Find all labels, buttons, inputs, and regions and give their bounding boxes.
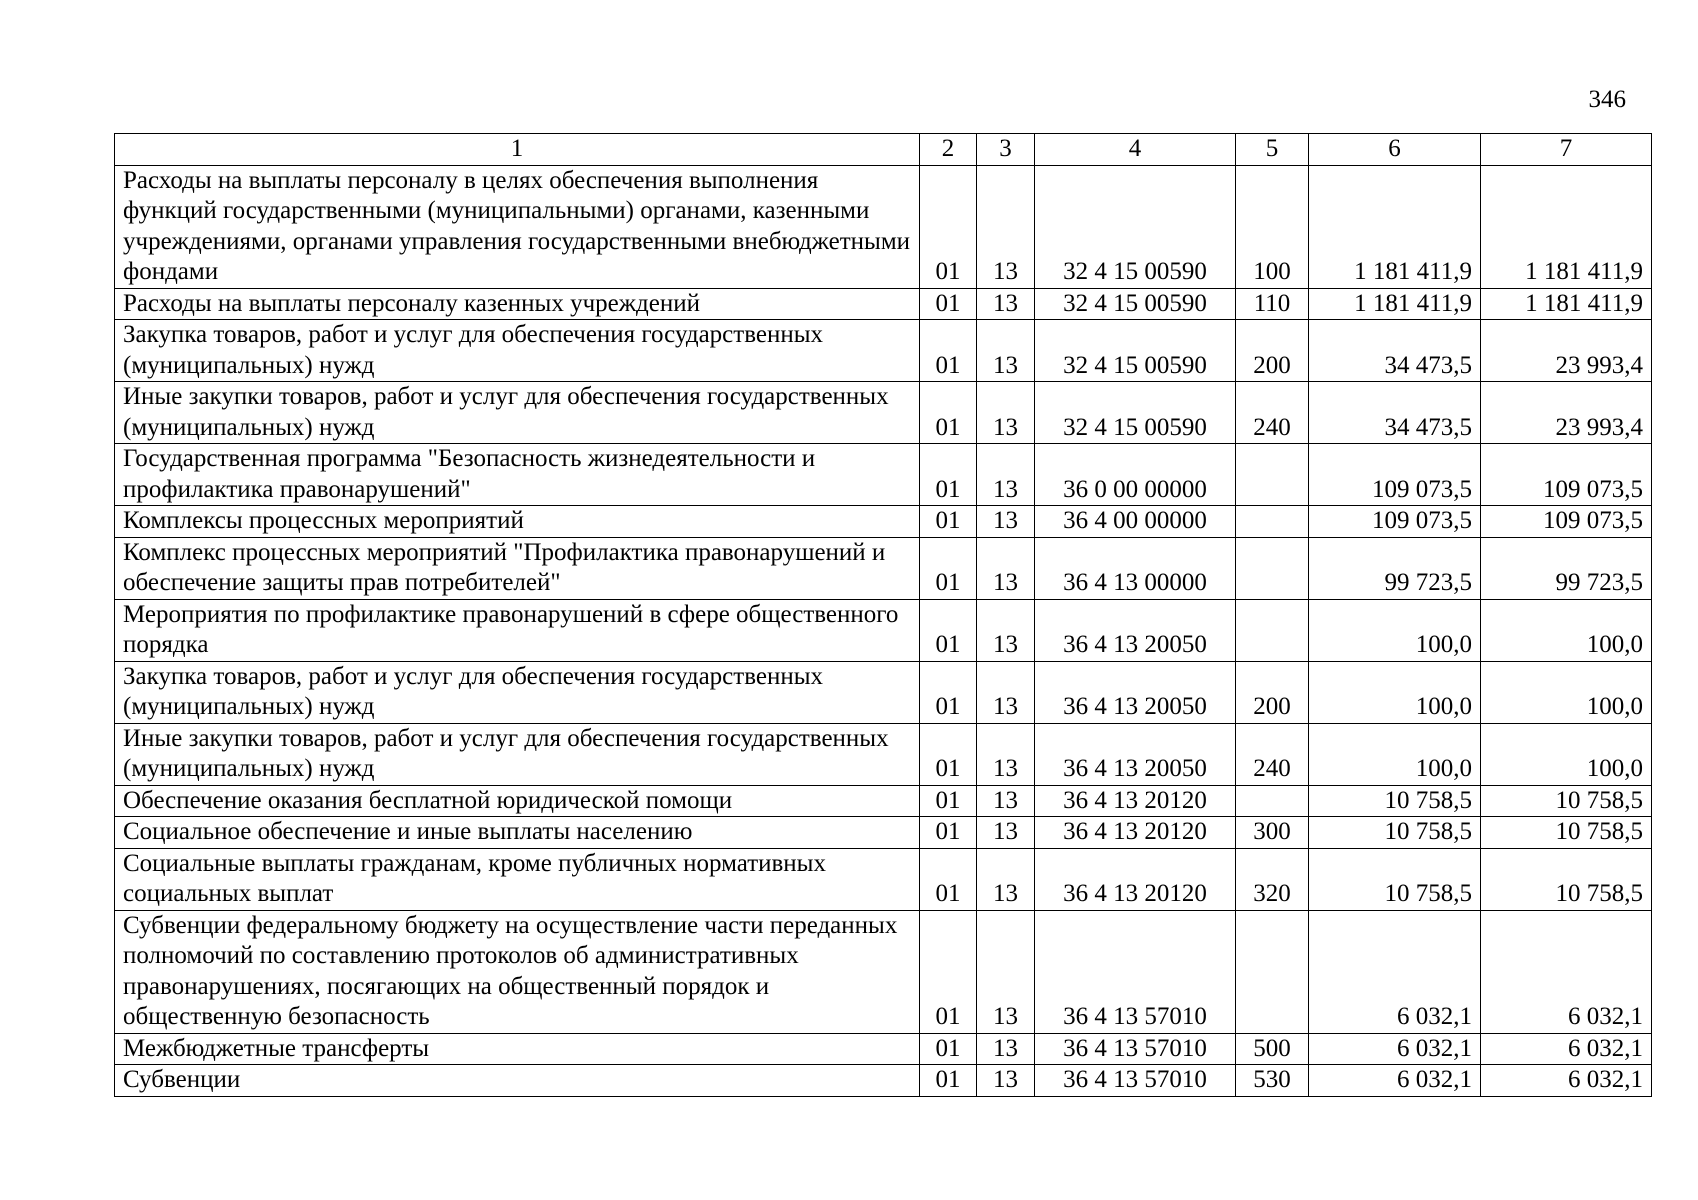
amount-col7-cell: 99 723,5 [1481, 537, 1652, 599]
table-row [115, 817, 1652, 849]
budget-table [114, 133, 1652, 1097]
amount-col6-cell: 10 758,5 [1309, 785, 1481, 817]
amount-col7-cell: 100,0 [1481, 661, 1652, 723]
expense-type-cell: 200 [1236, 320, 1309, 382]
amount-col6-cell: 10 758,5 [1309, 817, 1481, 849]
expense-name-cell: Социальные выплаты гражданам, кроме публичных нормативных социальных выплат [115, 848, 920, 910]
header-cell: 6 [1309, 134, 1481, 166]
subsection-code-cell: 13 [977, 599, 1035, 661]
subsection-code-cell: 13 [977, 817, 1035, 849]
expense-type-cell: 320 [1236, 848, 1309, 910]
expense-type-cell [1236, 599, 1309, 661]
expense-type-cell [1236, 506, 1309, 538]
expense-type-cell [1236, 537, 1309, 599]
target-article-cell: 36 4 00 00000 [1035, 506, 1236, 538]
section-code-cell: 01 [920, 661, 977, 723]
amount-col7-cell: 23 993,4 [1481, 382, 1652, 444]
amount-col7-cell: 100,0 [1481, 723, 1652, 785]
expense-name-cell: Расходы на выплаты персоналу в целях обеспечения выполнения функций государственными (муниципальными) органами, казенными учреждениями, органами управления государственными внебюджетными фондами [115, 165, 920, 288]
header-cell: 4 [1035, 134, 1236, 166]
amount-col6-cell: 100,0 [1309, 599, 1481, 661]
expense-type-cell: 530 [1236, 1065, 1309, 1097]
amount-col6-cell: 34 473,5 [1309, 382, 1481, 444]
expense-type-cell: 240 [1236, 723, 1309, 785]
expense-name-cell: Государственная программа "Безопасность жизнедеятельности и профилактика правонарушений" [115, 444, 920, 506]
amount-col6-cell: 10 758,5 [1309, 848, 1481, 910]
subsection-code-cell: 13 [977, 165, 1035, 288]
subsection-code-cell: 13 [977, 288, 1035, 320]
target-article-cell: 36 4 13 20120 [1035, 848, 1236, 910]
section-code-cell: 01 [920, 444, 977, 506]
amount-col7-cell: 10 758,5 [1481, 848, 1652, 910]
section-code-cell: 01 [920, 910, 977, 1033]
target-article-cell: 36 4 13 57010 [1035, 910, 1236, 1033]
table-row [115, 848, 1652, 910]
table-row [115, 382, 1652, 444]
target-article-cell: 32 4 15 00590 [1035, 320, 1236, 382]
target-article-cell: 36 4 13 57010 [1035, 1033, 1236, 1065]
subsection-code-cell: 13 [977, 661, 1035, 723]
target-article-cell: 36 4 13 20120 [1035, 817, 1236, 849]
amount-col6-cell: 99 723,5 [1309, 537, 1481, 599]
target-article-cell: 32 4 15 00590 [1035, 382, 1236, 444]
expense-type-cell [1236, 910, 1309, 1033]
table-row [115, 320, 1652, 382]
amount-col6-cell: 100,0 [1309, 723, 1481, 785]
subsection-code-cell: 13 [977, 910, 1035, 1033]
table-row [115, 165, 1652, 288]
expense-type-cell [1236, 785, 1309, 817]
expense-name-cell: Расходы на выплаты персоналу казенных учреждений [115, 288, 920, 320]
section-code-cell: 01 [920, 506, 977, 538]
expense-name-cell: Закупка товаров, работ и услуг для обеспечения государственных (муниципальных) нужд [115, 661, 920, 723]
expense-type-cell: 240 [1236, 382, 1309, 444]
table-row [115, 506, 1652, 538]
table-header-row [115, 134, 1652, 166]
target-article-cell: 36 4 13 57010 [1035, 1065, 1236, 1097]
expense-name-cell: Межбюджетные трансферты [115, 1033, 920, 1065]
amount-col6-cell: 1 181 411,9 [1309, 165, 1481, 288]
table-row [115, 288, 1652, 320]
table-row [115, 444, 1652, 506]
amount-col6-cell: 6 032,1 [1309, 1033, 1481, 1065]
subsection-code-cell: 13 [977, 320, 1035, 382]
amount-col7-cell: 1 181 411,9 [1481, 288, 1652, 320]
section-code-cell: 01 [920, 382, 977, 444]
table-row [115, 785, 1652, 817]
amount-col7-cell: 10 758,5 [1481, 817, 1652, 849]
section-code-cell: 01 [920, 1065, 977, 1097]
subsection-code-cell: 13 [977, 1065, 1035, 1097]
target-article-cell: 32 4 15 00590 [1035, 288, 1236, 320]
expense-name-cell: Субвенции федеральному бюджету на осуществление части переданных полномочий по составлению протоколов об административных правонарушениях, посягающих на общественный порядок и общественную безопасность [115, 910, 920, 1033]
section-code-cell: 01 [920, 785, 977, 817]
amount-col7-cell: 10 758,5 [1481, 785, 1652, 817]
section-code-cell: 01 [920, 320, 977, 382]
table-row [115, 1033, 1652, 1065]
expense-type-cell: 200 [1236, 661, 1309, 723]
amount-col6-cell: 109 073,5 [1309, 506, 1481, 538]
expense-type-cell: 300 [1236, 817, 1309, 849]
expense-name-cell: Закупка товаров, работ и услуг для обеспечения государственных (муниципальных) нужд [115, 320, 920, 382]
expense-name-cell: Комплекс процессных мероприятий "Профилактика правонарушений и обеспечение защиты прав потребителей" [115, 537, 920, 599]
amount-col7-cell: 109 073,5 [1481, 506, 1652, 538]
header-cell: 3 [977, 134, 1035, 166]
header-cell: 1 [115, 134, 920, 166]
amount-col6-cell: 1 181 411,9 [1309, 288, 1481, 320]
section-code-cell: 01 [920, 1033, 977, 1065]
section-code-cell: 01 [920, 537, 977, 599]
table-row [115, 1065, 1652, 1097]
subsection-code-cell: 13 [977, 723, 1035, 785]
amount-col6-cell: 34 473,5 [1309, 320, 1481, 382]
target-article-cell: 36 4 13 20120 [1035, 785, 1236, 817]
amount-col6-cell: 6 032,1 [1309, 1065, 1481, 1097]
amount-col7-cell: 100,0 [1481, 599, 1652, 661]
subsection-code-cell: 13 [977, 848, 1035, 910]
section-code-cell: 01 [920, 817, 977, 849]
expense-name-cell: Социальное обеспечение и иные выплаты населению [115, 817, 920, 849]
amount-col7-cell: 6 032,1 [1481, 1065, 1652, 1097]
table-row [115, 910, 1652, 1033]
expense-type-cell: 100 [1236, 165, 1309, 288]
target-article-cell: 36 4 13 20050 [1035, 599, 1236, 661]
amount-col6-cell: 6 032,1 [1309, 910, 1481, 1033]
header-cell: 5 [1236, 134, 1309, 166]
amount-col7-cell: 1 181 411,9 [1481, 165, 1652, 288]
header-cell: 7 [1481, 134, 1652, 166]
table-row [115, 661, 1652, 723]
header-cell: 2 [920, 134, 977, 166]
section-code-cell: 01 [920, 288, 977, 320]
amount-col7-cell: 23 993,4 [1481, 320, 1652, 382]
section-code-cell: 01 [920, 848, 977, 910]
expense-name-cell: Комплексы процессных мероприятий [115, 506, 920, 538]
table-body [115, 134, 1652, 1097]
target-article-cell: 36 4 13 20050 [1035, 723, 1236, 785]
subsection-code-cell: 13 [977, 382, 1035, 444]
table-row [115, 537, 1652, 599]
subsection-code-cell: 13 [977, 1033, 1035, 1065]
expense-type-cell: 110 [1236, 288, 1309, 320]
table-row [115, 723, 1652, 785]
amount-col7-cell: 6 032,1 [1481, 1033, 1652, 1065]
expense-name-cell: Иные закупки товаров, работ и услуг для обеспечения государственных (муниципальных) нужд [115, 382, 920, 444]
target-article-cell: 36 0 00 00000 [1035, 444, 1236, 506]
target-article-cell: 36 4 13 00000 [1035, 537, 1236, 599]
expense-name-cell: Обеспечение оказания бесплатной юридической помощи [115, 785, 920, 817]
expense-name-cell: Субвенции [115, 1065, 920, 1097]
target-article-cell: 32 4 15 00590 [1035, 165, 1236, 288]
subsection-code-cell: 13 [977, 506, 1035, 538]
amount-col6-cell: 109 073,5 [1309, 444, 1481, 506]
amount-col7-cell: 109 073,5 [1481, 444, 1652, 506]
expense-name-cell: Иные закупки товаров, работ и услуг для обеспечения государственных (муниципальных) нужд [115, 723, 920, 785]
table-row [115, 599, 1652, 661]
subsection-code-cell: 13 [977, 537, 1035, 599]
section-code-cell: 01 [920, 165, 977, 288]
expense-name-cell: Мероприятия по профилактике правонарушений в сфере общественного порядка [115, 599, 920, 661]
section-code-cell: 01 [920, 599, 977, 661]
subsection-code-cell: 13 [977, 785, 1035, 817]
expense-type-cell: 500 [1236, 1033, 1309, 1065]
amount-col6-cell: 100,0 [1309, 661, 1481, 723]
section-code-cell: 01 [920, 723, 977, 785]
page-number: 346 [1588, 86, 1626, 113]
amount-col7-cell: 6 032,1 [1481, 910, 1652, 1033]
expense-type-cell [1236, 444, 1309, 506]
target-article-cell: 36 4 13 20050 [1035, 661, 1236, 723]
subsection-code-cell: 13 [977, 444, 1035, 506]
